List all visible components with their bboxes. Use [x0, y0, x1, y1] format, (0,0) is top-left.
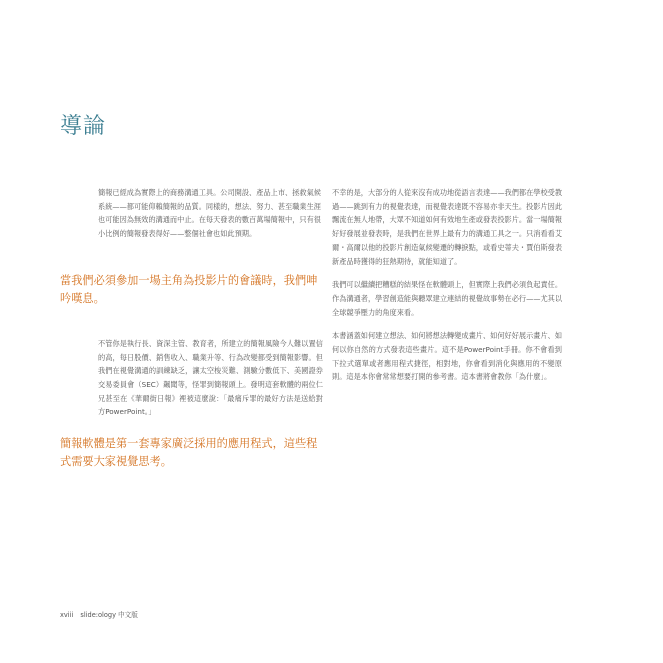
page-title: 導論 [60, 114, 107, 139]
intro-paragraph: 簡報已經成為實際上的商務溝通工具。公司開設、產品上市、拯救氣候系統——都可能仰賴簡報的品質。同樣的，想法、努力、甚至職業生涯也可能因為無效的溝通而中止。在每天發表的數百萬場簡報中，只有很小比例的簡報發表得好——整個社會也如此預期。 [98, 188, 321, 239]
right-paragraph-1: 不幸的是，大部分的人從來沒有成功地從語言表達——我們都在學校受教過——跳到有力的視覺表達，而視覺表達既不容易亦非天生。投影片因此飄流在無人地帶，大眾不知道如何有效地生產或發表投影片。當一場簡報好好發展並發表時，是我們在世界上最有力的溝通工具之一。只消看看艾爾・高爾以他的投影片創造氣候變遷的轉捩點，或看史蒂夫・賈伯斯發表新產品時獲得的狂熱期待，就能知道了。 [332, 188, 563, 266]
pull-quote-heading-2: 簡報軟體是第一套專家廣泛採用的應用程式，這些程式需要大家視覺思考。 [60, 437, 318, 469]
right-paragraph-2: 我們可以繼續把糟糕的結果怪在軟體頭上，但實際上我們必須負起責任。作為溝通者，學習創造能與聽眾建立連結的視覺故事勢在必行——尤其以全球競爭壓力的角度來看。 [332, 280, 563, 317]
pull-quote-heading-1: 當我們必須參加一場主角為投影片的會議時，我們呻吟嘆息。 [60, 273, 318, 305]
right-paragraph-3: 本書涵蓋如何建立想法、如何將想法轉變成畫片、如何好好展示畫片、如何以你自然的方式發表這些畫片。這不是PowerPoint手冊。你不會看到下拉式選單或者應用程式捷徑，相對地，你會看到消化與應用的不變原則。這是本你會常常想要打開的參考書。這本書將會教你「為什麼」。 [332, 331, 563, 382]
right-column [332, 186, 562, 384]
page-number: xviii [60, 611, 74, 619]
body-paragraph-quote: 不管你是執行長、資深主管、教育者，所建立的簡報風險今人難以置信的高，每日股價、銷售收入、職業升等、行為改變都受到簡報影響。但我們在視覺溝通的訓練缺乏，讓太空梭災難、測驗分數低下、美國證券交易委員會（SEC）飆聞等，怪罪到簡報頭上。發明這套軟體的兩位仁兄甚至在《華爾街日報》裡被這麼說：「最痛斥罪的最好方法是送給對方PowerPoint。」 [98, 338, 323, 417]
book-title: slide:ology 中文版 [80, 611, 138, 619]
left-column [60, 186, 322, 471]
page-footer [60, 609, 138, 619]
